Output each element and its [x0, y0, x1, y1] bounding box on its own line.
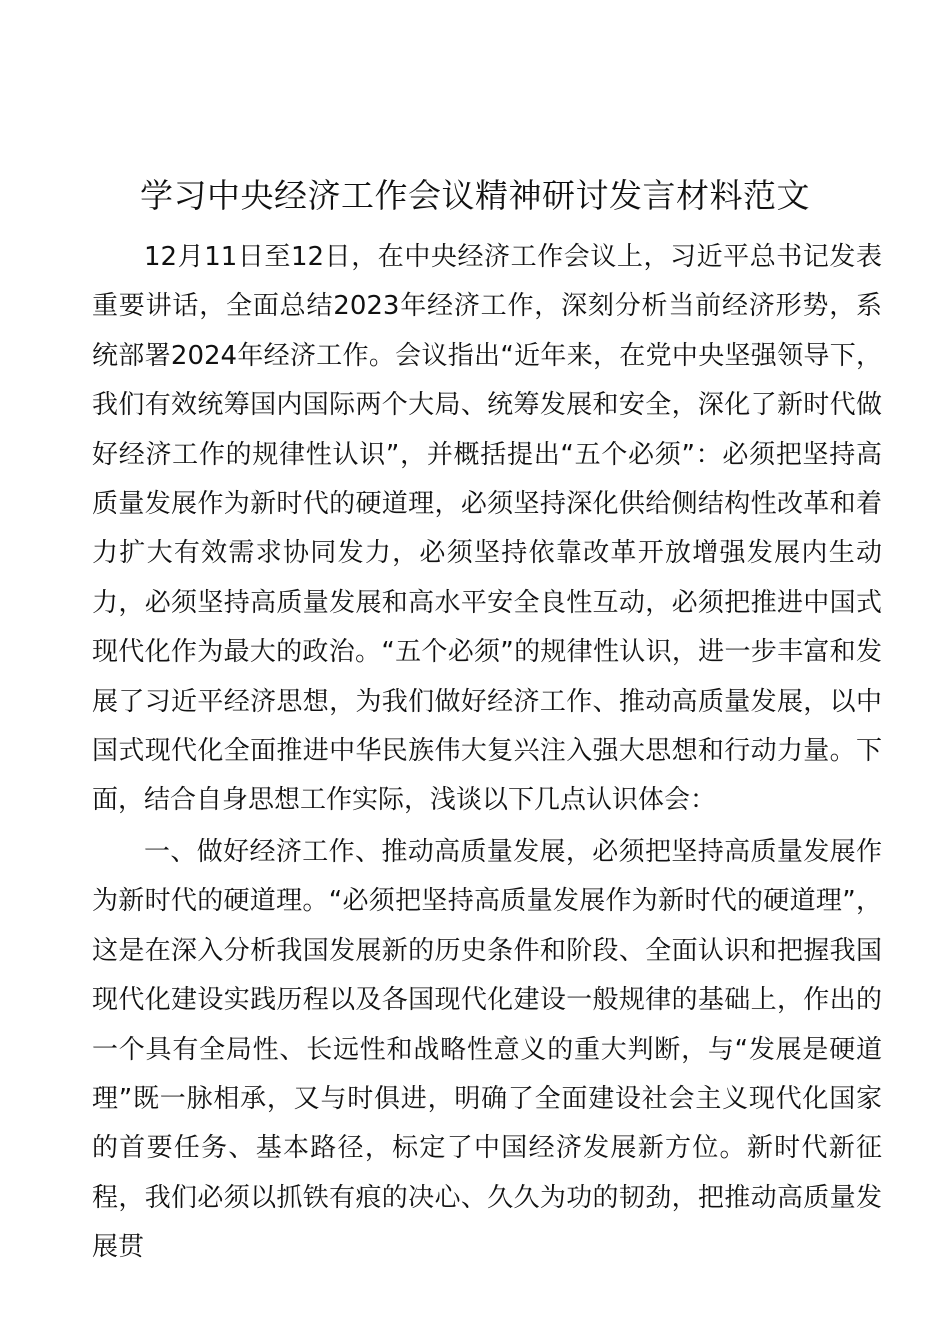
- document-title: 学习中央经济工作会议精神研讨发言材料范文: [140, 176, 810, 215]
- body-paragraph-2: 一、做好经济工作、推动高质量发展，必须把坚持高质量发展作为新时代的硬道理。“必须把坚持高质量发展作为新时代的硬道理”，这是在深入分析我国发展新的历史条件和阶段、全面认识和把握我国现代化建设实践历程以及各国现代化建设一般规律的基础上，作出的一个具有全局性、长远性和战略性意义的重大判断，与“发展是硬道理”既一脉相承，又与时俱进，明确了全面建设社会主义现代化国家的首要任务、基本路径，标定了中国经济发展新方位。新时代新征程，我们必须以抓铁有痕的决心、久久为功的韧劲，把推动高质量发展贯: [92, 837, 882, 1263]
- body-paragraph-1: 12月11日至12日，在中央经济工作会议上，习近平总书记发表重要讲话，全面总结2023年经济工作，深刻分析当前经济形势，系统部署2024年经济工作。会议指出“近年来，在党中央坚强领导下，我们有效统筹国内国际两个大局、统筹发展和安全，深化了新时代做好经济工作的规律性认识”，并概括提出“五个必须”：必须把坚持高质量发展作为新时代的硬道理，必须坚持深化供给侧结构性改革和着力扩大有效需求协同发力，必须坚持依靠改革开放增强发展内生动力，必须坚持高质量发展和高水平安全良性互动，必须把推进中国式现代化作为最大的政治。“五个必须”的规律性认识，进一步丰富和发展了习近平经济思想，为我们做好经济工作、推动高质量发展，以中国式现代化全面推进中华民族伟大复兴注入强大思想和行动力量。下面，结合自身思想工作实际，浅谈以下几点认识体会：: [92, 242, 882, 816]
